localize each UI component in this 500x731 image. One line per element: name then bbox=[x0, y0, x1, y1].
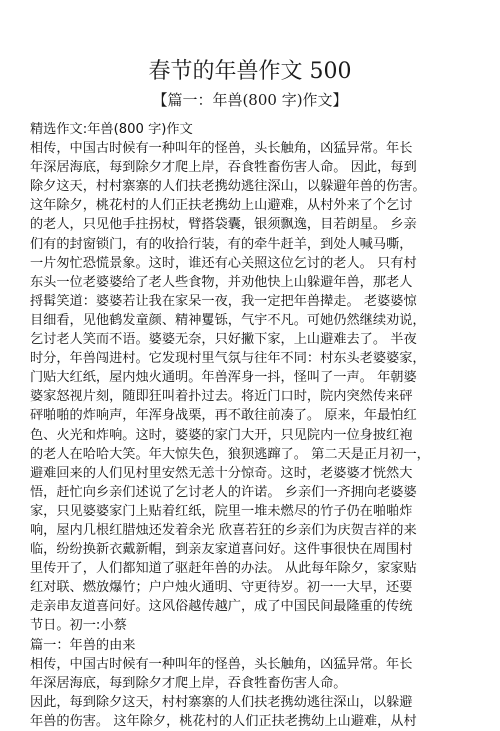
text-line: 相传，中国古时候有一种叫年的怪兽，头长触角，凶猛异常。年长 bbox=[30, 141, 413, 157]
text-line: 这年除夕，桃花村的人们正扶老携幼上山避难，从村外来了个乞讨 bbox=[30, 198, 413, 214]
document-subtitle: 【篇一：年兽(800 字)作文】 bbox=[152, 91, 348, 109]
text-line: 色、火光和炸响。这时，婆婆的家门大开，只见院内一位身披红袍 bbox=[30, 427, 413, 443]
document-body bbox=[30, 120, 480, 731]
text-line: 红对联、燃放爆竹；户户烛火通明、守更待岁。初一一大早，还要 bbox=[30, 580, 413, 596]
text-line: 门贴大红纸，屋内烛火通明。年兽浑身一抖，怪叫了一声。 年朝婆 bbox=[30, 370, 417, 386]
text-line: 悟，赶忙向乡亲们述说了乞讨老人的许诺。 乡亲们一齐拥向老婆婆 bbox=[30, 484, 417, 500]
text-line: 砰啪啪的炸响声，年浑身战栗，再不敢往前凑了。 原来，年最怕红 bbox=[30, 408, 417, 424]
text-line: 东头一位老婆婆给了老人些食物，并劝他快上山躲避年兽，那老人 bbox=[30, 274, 413, 290]
text-line: 们有的封窗锁门，有的收拾行装，有的牵牛赶羊，到处人喊马嘶， bbox=[30, 236, 413, 252]
text-line: 捋髯笑道：婆婆若让我在家呆一夜，我一定把年兽撵走。 老婆婆惊 bbox=[30, 293, 417, 309]
text-line: 相传，中国古时候有一种叫年的怪兽，头长触角，凶猛异常。年长 bbox=[30, 656, 413, 672]
text-line: 因此，每到除夕这天，村村寨寨的人们扶老携幼逃往深山，以躲避 bbox=[30, 694, 413, 710]
text-line: 的老人，只见他手拄拐杖，臂搭袋囊，银须飘逸，目若朗星。 乡亲 bbox=[30, 217, 417, 233]
text-line: 年深居海底，每到除夕才爬上岸，吞食牲畜伤害人命。 bbox=[30, 675, 347, 691]
text-line: 家，只见婆婆家门上贴着红纸，院里一堆未燃尽的竹子仍在啪啪炸 bbox=[30, 503, 413, 519]
text-line: 的老人在哈哈大笑。年大惊失色，狼狈逃蹿了。 第二天是正月初一， bbox=[30, 446, 430, 462]
text-line: 时分，年兽闯进村。它发现村里气氛与往年不同：村东头老婆婆家， bbox=[30, 351, 426, 367]
text-line: 响，屋内几根红腊烛还发着余光 欣喜若狂的乡亲们为庆贺吉祥的来 bbox=[30, 522, 417, 538]
text-line: 婆家怒视片刻，随即狂叫着扑过去。将近门口时，院内突然传来砰 bbox=[30, 389, 413, 405]
text-line: 节日。初一:小蔡 bbox=[30, 618, 127, 634]
text-line: 里传开了，人们都知道了驱赶年兽的办法。 从此每年除夕，家家贴 bbox=[30, 561, 417, 577]
text-line: 走亲串友道喜问好。这风俗越传越广，成了中国民间最隆重的传统 bbox=[30, 599, 413, 615]
text-line: 乞讨老人笑而不语。婆婆无奈，只好撇下家，上山避难去了。 半夜 bbox=[30, 332, 417, 348]
text-line: 目细看，见他鹤发童颜、精神矍铄，气宇不凡。可她仍然继续劝说， bbox=[30, 312, 426, 328]
text-line: 年深居海底，每到除夕才爬上岸，吞食牲畜伤害人命。 因此，每到 bbox=[30, 160, 417, 176]
text-line: 一片匆忙恐慌景象。这时，谁还有心关照这位乞讨的老人。 只有村 bbox=[30, 255, 417, 271]
text-line: 篇一：年兽的由来 bbox=[30, 637, 136, 653]
document-title: 春节的年兽作文 500 bbox=[148, 59, 352, 84]
text-line: 避难回来的人们见村里安然无恙十分惊奇。这时，老婆婆才恍然大 bbox=[30, 465, 413, 481]
text-line: 临，纷纷换新衣戴新帽，到亲友家道喜问好。这件事很快在周围村 bbox=[30, 542, 413, 558]
text-line: 精选作文:年兽(800 字)作文 bbox=[30, 122, 193, 137]
text-line: 年兽的伤害。 这年除夕，桃花村的人们正扶老携幼上山避难，从村 bbox=[30, 713, 417, 729]
text-line: 除夕这天，村村寨寨的人们扶老携幼逃往深山，以躲避年兽的伤害。 bbox=[30, 179, 426, 195]
